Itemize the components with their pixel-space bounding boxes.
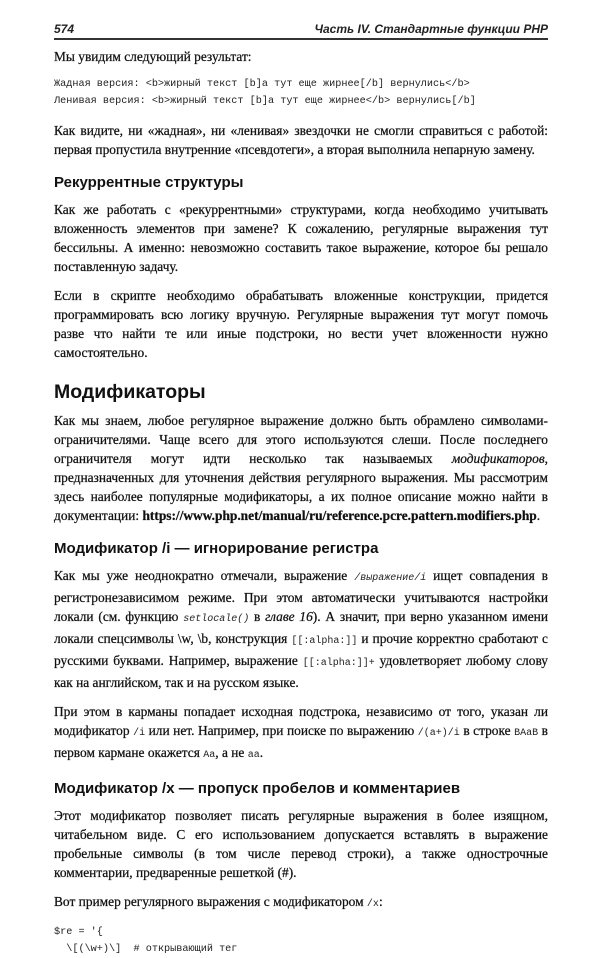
section-heading: Модификатор /i — игнорирование регистра [54,540,379,557]
text: ). А значит, при верно указанном имени локали спецсимволы \w, \b, конструкция [54,609,548,646]
part-title: Часть IV. Стандартные функции PHP [314,22,548,36]
paragraph: Если в скрипте необходимо обрабатывать вложенные конструкции, придется программировать всю логику вручную. Регулярные выражения тут могут помочь разве что найти те или иные подстроки, но вести учет вложенности нужно самостоятельно. [54,288,548,360]
text: , предназначенных для уточнения действия регулярного выражения. Мы рассмотрим здесь наиболее популярные модификаторы, а их полное описание можно найти в документации: [54,451,548,523]
paragraph: Как видите, ни «жадная», ни «ленивая» звездочки не смогли справиться с работой: первая пропустила внутренние «псевдотеги», а вторая выполнила непарную замену. [54,123,548,157]
text: в [249,609,266,624]
section-heading: Рекуррентные структуры [54,174,244,191]
text: : [378,894,383,909]
running-header [54,22,548,38]
inline-code: setlocale() [183,614,250,625]
paragraph: Этот модификатор позволяет писать регулярные выражения в более изящном, читабельном виде. С его использованием допускается вставлять в выражение пробельные символы (в том числе перевод строки), а также однострочные комментарии, предваренные решеткой (#). [54,808,548,880]
paragraph [54,566,548,692]
inline-code: BAaB [514,728,539,739]
inline-code: aa [247,750,260,761]
inline-code: /i [133,728,146,739]
text: Вот пример регулярного выражения с модификатором [54,894,367,909]
italic-term: модификаторов [451,451,545,466]
text: или нет. Например, при поиске по выражению [145,723,418,738]
section-heading: Модификатор /x — пропуск пробелов и комментариев [54,780,461,797]
inline-code: Aa [203,750,216,761]
paragraph: Как же работать с «рекуррентными» структурами, когда необходимо учитывать вложенность элементов при замене? К сожалению, регулярные выражения тут бессильны. А именно: невозможно составить такое выражение, которое бы решало поставленную задачу. [54,202,548,274]
code-line: $re = '{ [54,927,103,938]
code-block [54,76,548,110]
chapter-section-heading: Модификаторы [54,381,206,403]
inline-code: /выражение/i [354,573,427,584]
code-line: Жадная версия: <b>жирный текст [b]а тут еще жирнее[/b] вернулись</b> [54,79,470,90]
paragraph: Мы увидим следующий результат: [54,49,252,64]
text: Как мы знаем, любое регулярное выражение должно быть обрамлено символами-ограничителями. Чаще всего для этого используются слеши. После последнего ограничителя могут идти несколько так называемых [54,413,548,466]
page-number: 574 [54,22,75,36]
text: , а не [215,745,248,760]
inline-code: [[:alpha:]] [291,636,358,647]
chapter-reference: главе 16 [265,609,313,624]
page-body [54,47,548,958]
text: При этом в карманы попадает исходная подстрока, независимо от того, указан ли модификатор [54,704,548,738]
paragraph [54,411,548,525]
inline-code: /x [366,899,379,910]
text: и прочие корректно сработают с русскими буквами. Например, выражение [54,631,548,668]
documentation-link[interactable]: https://www.php.net/manual/ru/reference.pcre.pattern.modifiers.php [142,508,537,523]
text: ищет совпадения в регистронезависимом режиме. При этом автоматически учитываются настройки локали (см. функцию [54,568,548,624]
header-rule [54,38,548,40]
text: в первом кармане окажется [54,723,548,760]
text: . [536,508,541,523]
text: в строке [459,723,515,738]
code-line: \[(\w+)\] # открывающий тег [54,944,238,955]
paragraph [54,892,548,914]
text: . [259,745,264,760]
text: удовлетворяет любому слову как на английском, так и на русском языке. [54,653,548,690]
code-line: Ленивая версия: <b>жирный текст [b]а тут еще жирнее</b> вернулись[/b] [54,96,476,107]
text: Как мы уже неоднократно отмечали, выражение [54,568,355,583]
inline-code: /(a+)/i [417,728,460,739]
inline-code: [[:alpha:]]+ [302,658,375,669]
code-block [54,924,548,958]
paragraph [54,702,548,765]
